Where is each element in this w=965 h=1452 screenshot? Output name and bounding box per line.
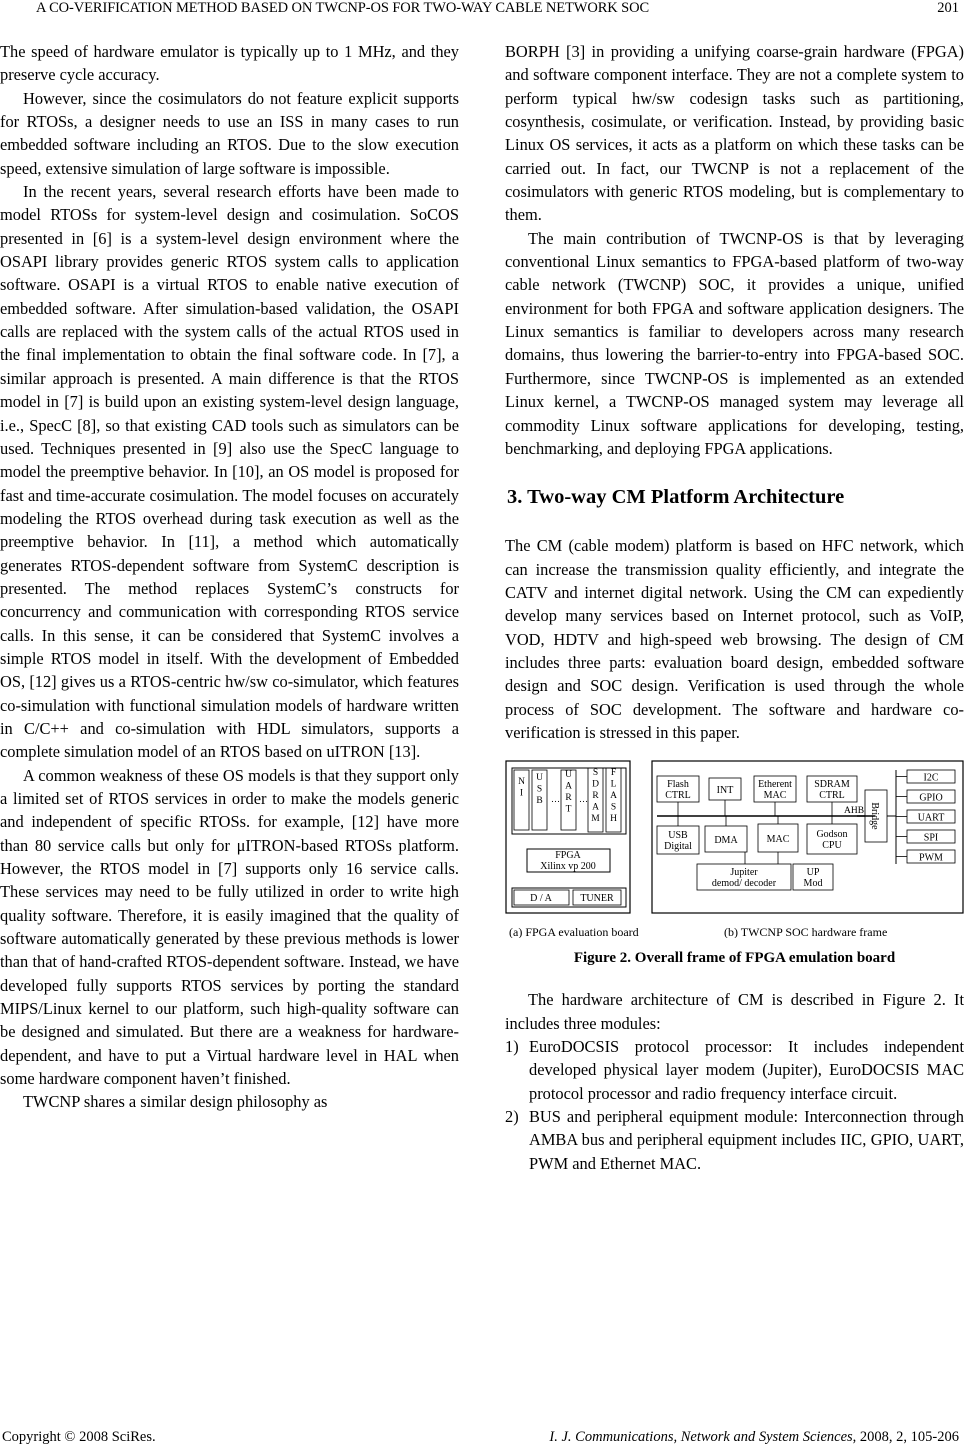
dma-label: DMA xyxy=(714,835,738,847)
chip-label: U A R T xyxy=(565,770,572,815)
figure-2 xyxy=(505,760,965,938)
paragraph: However, since the cosimulators do not feature explicit supports for RTOSs, a designer needs to use an ISS in many cases to run embedded software including an RTOS. Due to the slow execution speed, extensive simulation of large software is impossible. xyxy=(0,88,459,178)
paragraph: The speed of hardware emulator is typically up to 1 MHz, and they preserve cycle accuracy. xyxy=(0,42,459,85)
tuner-label: TUNER xyxy=(580,893,614,905)
list-text: EuroDOCSIS protocol processor: It includes independent developed physical layer modem (Jupiter), EuroDOCSIS MAC protocol processor and radio frequency interface circuit. xyxy=(529,1036,964,1103)
paragraph: The CM (cable modem) platform is based on HFC network, which can increase the transmission quality efficiently, and integrate the CATV and internet digital network. Using the CM can expediently develop many services based on Internet protocol, such as VoIP, VOD, HDTV and high-speed web browsing. The design of CM includes three parts: evaluation board design, embedded software design and SOC design. Verification is used through the whole process of SOC development. The software and hardware co-verification is stressed in this paper. xyxy=(505,536,964,742)
ahb-label: AHB xyxy=(844,806,865,817)
godson-cpu-label: Godson CPU xyxy=(816,829,848,852)
int-label: INT xyxy=(716,785,734,797)
da-label: D / A xyxy=(530,893,552,905)
jupiter-label: Jupiter demod/ decoder xyxy=(711,867,777,890)
paragraph: BORPH [3] in providing a unifying coarse-grain hardware (FPGA) and software component interface. They are not a complete system to perform typical hw/sw codesign tasks such as partitioning, cosynthesis, cosimulate, or verification. Instead, by providing basic Linux OS services, it acts as a platform on which these tasks can be carried out. In fact, our TWCNP is not a replacement of the cosimulators with generic RTOS modeling, but is complementary to them. xyxy=(505,42,964,225)
svg-text:…: … xyxy=(579,794,588,805)
peripheral-label: UART xyxy=(917,812,945,824)
paragraph: The hardware architecture of CM is described in Figure 2. It includes three modules: xyxy=(505,990,964,1033)
figure-caption: Figure 2. Overall frame of FPGA emulation board xyxy=(573,950,896,967)
fpga-label: FPGA xyxy=(555,850,581,862)
list-text: BUS and peripheral equipment module: Interconnection through AMBA bus and peripheral equipment includes IIC, GPIO, UART, PWM and Ethernet MAC. xyxy=(529,1107,964,1173)
bridge-label: Bridge xyxy=(869,802,880,830)
figure-diagram xyxy=(505,760,965,938)
fig-label-a: (a) FPGA evaluation board xyxy=(509,925,639,939)
peripheral-label: PWM xyxy=(919,852,943,864)
copyright: Copyright © 2008 SciRes. xyxy=(2,1429,156,1445)
chip-label: F L A S H xyxy=(610,768,617,825)
journal-name: I. J. Communications, Network and System Sciences xyxy=(549,1429,853,1445)
paragraph: The main contribution of TWCNP-OS is that by leveraging conventional Linux semantics to FPGA-based platform of two-way cable network (TWCNP) SOC, it provides a unique, unified environment for both FPGA and software application designers. The Linux semantics is familiar to developers across many research domains, thus lowering the barrier-to-entry into FPGA-based SOC. Furthermore, since TWCNP-OS is implemented as an extended Linux kernel, a TWCNP-OS managed system may leverage all commodity Linux software applications for developing, testing, benchmarking, and deploying FPGA applications. xyxy=(505,228,964,458)
page-number: 201 xyxy=(937,0,959,16)
chip-label: N I xyxy=(518,777,525,799)
section-heading: 3. Two-way CM Platform Architecture xyxy=(507,486,845,509)
mac-label: MAC xyxy=(766,834,790,846)
peripheral-label: GPIO xyxy=(919,792,943,804)
peripheral-label: SPI xyxy=(923,832,939,844)
ethernet-mac-label: Etherent MAC xyxy=(758,779,792,802)
citation-details: , 2008, 2, 105-206 xyxy=(852,1429,959,1445)
fpga-evaluation-board xyxy=(506,761,630,913)
fig-label-b: (b) TWCNP SOC hardware frame xyxy=(724,925,888,939)
left-column xyxy=(0,40,459,1114)
list-item xyxy=(505,1105,964,1175)
chip-label: S D R A M xyxy=(591,768,600,825)
journal-citation xyxy=(549,1429,959,1446)
module-list xyxy=(505,1035,964,1175)
chip-label: U S B xyxy=(536,773,543,807)
paragraph: In the recent years, several research efforts have been made to model RTOSs for system-level design and cosimulation. SoCOS presented in [6] is a system-level design environment where the OSAPI library provides generic RTOS system calls to application software. OSAPI is a virtual RTOS to enable native execution of embedded software. After simulation-based validation, the OSAPI calls are replaced with the system calls of the actual RTOS used in the final implementation to obtain the final software code. In [7], a similar approach is presented. A main difference is that the RTOS model in [7] is build upon an existing system-level design language, i.e., SpecC [8], so that existing CAD tools such as simulators can be used. Techniques presented in [9] also use the SpecC language to model the preemptive behavior. In [10], an OS model is proposed for fast and time-accurate cosimulation. The model focuses on accurately modeling the RTOS overhead during task execution as well as the preemptive behavior. In [11], a method which automatically generates RTOS-dependent software from SystemC description is presented. The method replaces SystemC’s constructs for concurrency and communication with corresponding RTOS service calls. In this sense, it can be considered that SystemC involves a simple RTOS model in itself. With the development of Embedded OS, [12] gives us a RTOS-centric hw/sw co-simulator, which features co-simulation with functional simulation models of hardware written in C/C++ and co-simulation with HDL simulators, supports a complete simulation model of an RTOS based on uITRON [13]. xyxy=(0,182,459,762)
list-number: 2) xyxy=(505,1107,519,1126)
running-title: A CO-VERIFICATION METHOD BASED ON TWCNP-OS FOR TWO-WAY CABLE NETWORK SOC xyxy=(36,0,650,16)
up-mod-label: UP Mod xyxy=(803,867,823,890)
list-item xyxy=(505,1035,964,1105)
sdram-ctrl-label: SDRAM CTRL xyxy=(814,779,850,802)
paragraph: TWCNP shares a similar design philosophy as xyxy=(23,1092,328,1112)
fpga-model: Xilinx vp 200 xyxy=(540,861,596,873)
paragraph: A common weakness of these OS models is that they support only a limited set of RTOS services in order to make the models generic and independent of specific RTOSs. for example, [12] have more than 80 service calls but only for μITRON-based RTOSs platform. However, the RTOS model in [7] supports only 16 service calls. These services may need to be fully utilized in order to write high quality software. Therefore, it is easily imagined that the quality of software automatically generated by these previous methods is lower than that of hand-crafted RTOS-dependent software. Instead, we have developed fully supports RTOS services by porting the standard MIPS/Linux kernel to our platform, such high-quality software can be designed and simulated. But there are a weakness for hardware-dependent, and have to put a Virtual hardware level in HAL when some hardware component haven’t finished. xyxy=(0,765,459,1089)
svg-text:…: … xyxy=(551,794,560,805)
right-column xyxy=(505,40,964,1175)
list-number: 1) xyxy=(505,1036,519,1056)
running-header xyxy=(0,0,965,22)
flash-ctrl-label: Flash CTRL xyxy=(665,779,691,802)
twcnp-soc-frame xyxy=(652,761,963,913)
peripheral-label: I2C xyxy=(923,772,939,784)
usb-digital-label: USB Digital xyxy=(664,830,692,853)
